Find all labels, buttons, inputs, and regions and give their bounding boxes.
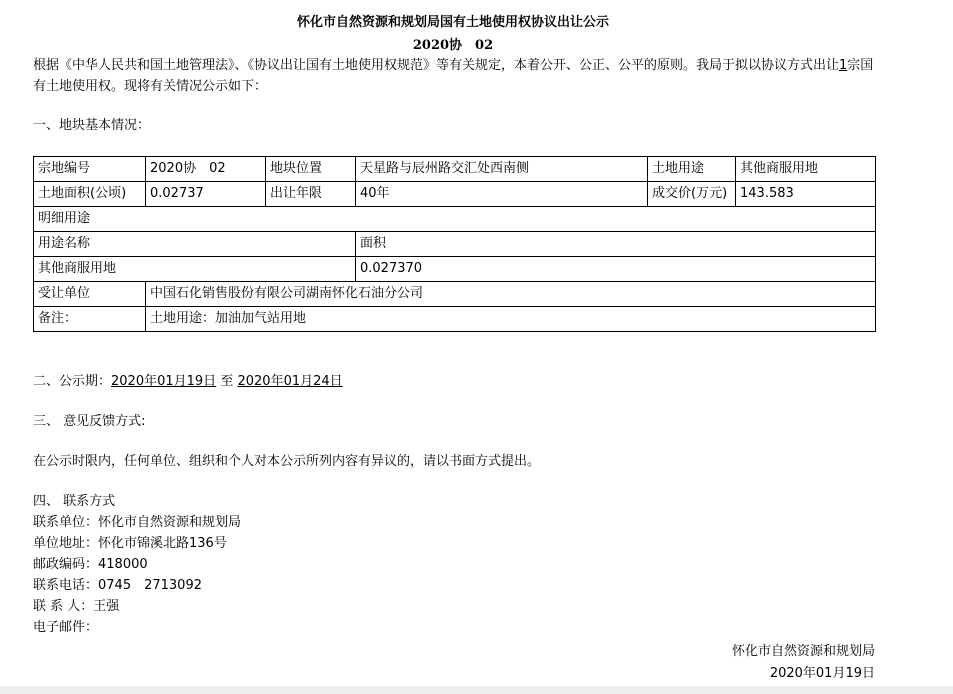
table-row [34, 307, 876, 332]
contact-address: 单位地址：怀化市锦溪北路136号 [33, 536, 227, 551]
table-row [34, 207, 876, 232]
publicity-start-date: 2020年01月19日 [111, 374, 217, 389]
contact-postcode: 邮政编码：418000 [33, 557, 148, 572]
parcel-count: 1 [839, 58, 848, 73]
contact-email: 电子邮件： [33, 620, 99, 635]
table-row [34, 257, 876, 282]
transferee-value: 中国石化销售股份有限公司湖南怀化石油分公司 [146, 282, 876, 307]
publicity-period [33, 372, 343, 392]
transferee-label: 受让单位 [34, 282, 146, 307]
detail-use-heading: 明细用途 [34, 207, 876, 232]
lease-term-value: 40年 [356, 182, 648, 207]
intro-paragraph [33, 55, 878, 97]
contact-unit: 联系单位：怀化市自然资源和规划局 [33, 515, 242, 530]
publicity-to: 至 [220, 374, 234, 389]
land-use-value: 其他商服用地 [736, 157, 876, 182]
section-4-heading: 四、 联系方式 [33, 494, 116, 509]
lease-term-label: 出让年限 [266, 182, 356, 207]
detail-area-header: 面积 [356, 232, 876, 257]
table-row [34, 157, 876, 182]
detail-area-value: 0.027370 [356, 257, 876, 282]
feedback-text: 在公示时限内，任何单位、组织和个人对本公示所列内容有异议的，请以书面方式提出。 [33, 454, 541, 469]
detail-name-value: 其他商服用地 [34, 257, 356, 282]
section-1-heading: 一、地块基本情况： [33, 118, 151, 133]
section-3-heading: 三、 意见反馈方式: [33, 414, 146, 429]
signature-org: 怀化市自然资源和规划局 [731, 644, 875, 659]
intro-text-after: 宗国有土地使用权。现将有关情况公示如下： [33, 58, 874, 94]
remarks-label: 备注： [34, 307, 146, 332]
contact-phone: 联系电话：0745 2713092 [33, 578, 202, 593]
parcel-location-label: 地块位置 [266, 157, 356, 182]
price-label: 成交价(万元) [648, 182, 736, 207]
land-area-value: 0.02737 [146, 182, 266, 207]
signature-date: 2020年01月19日 [769, 666, 875, 681]
table-row [34, 182, 876, 207]
price-value: 143.583 [736, 182, 876, 207]
table-row [34, 282, 876, 307]
table-row [34, 232, 876, 257]
publicity-period-label: 二、公示期： [33, 374, 112, 389]
page-bottom-edge [0, 686, 953, 694]
land-use-label: 土地用途 [648, 157, 736, 182]
land-area-label: 土地面积(公顷) [34, 182, 146, 207]
publicity-end-date: 2020年01月24日 [237, 374, 343, 389]
document-number: 2020协 02 [412, 38, 494, 53]
intro-text-before: 根据《中华人民共和国土地管理法》、《协议出让国有土地使用权规范》等有关规定，本着公开、公正、公平的原则。我局于拟以协议方式出让 [33, 58, 840, 73]
parcel-code-label: 宗地编号 [34, 157, 146, 182]
parcel-location-value: 天星路与辰州路交汇处西南侧 [356, 157, 648, 182]
contact-person: 联 系 人：王强 [33, 599, 120, 614]
page-title: 怀化市自然资源和规划局国有土地使用权协议出让公示 [296, 15, 609, 30]
parcel-code-value: 2020协 02 [146, 157, 266, 182]
detail-name-header: 用途名称 [34, 232, 356, 257]
parcel-info-table [33, 156, 876, 332]
remarks-value: 土地用途：加油加气站用地 [146, 307, 876, 332]
